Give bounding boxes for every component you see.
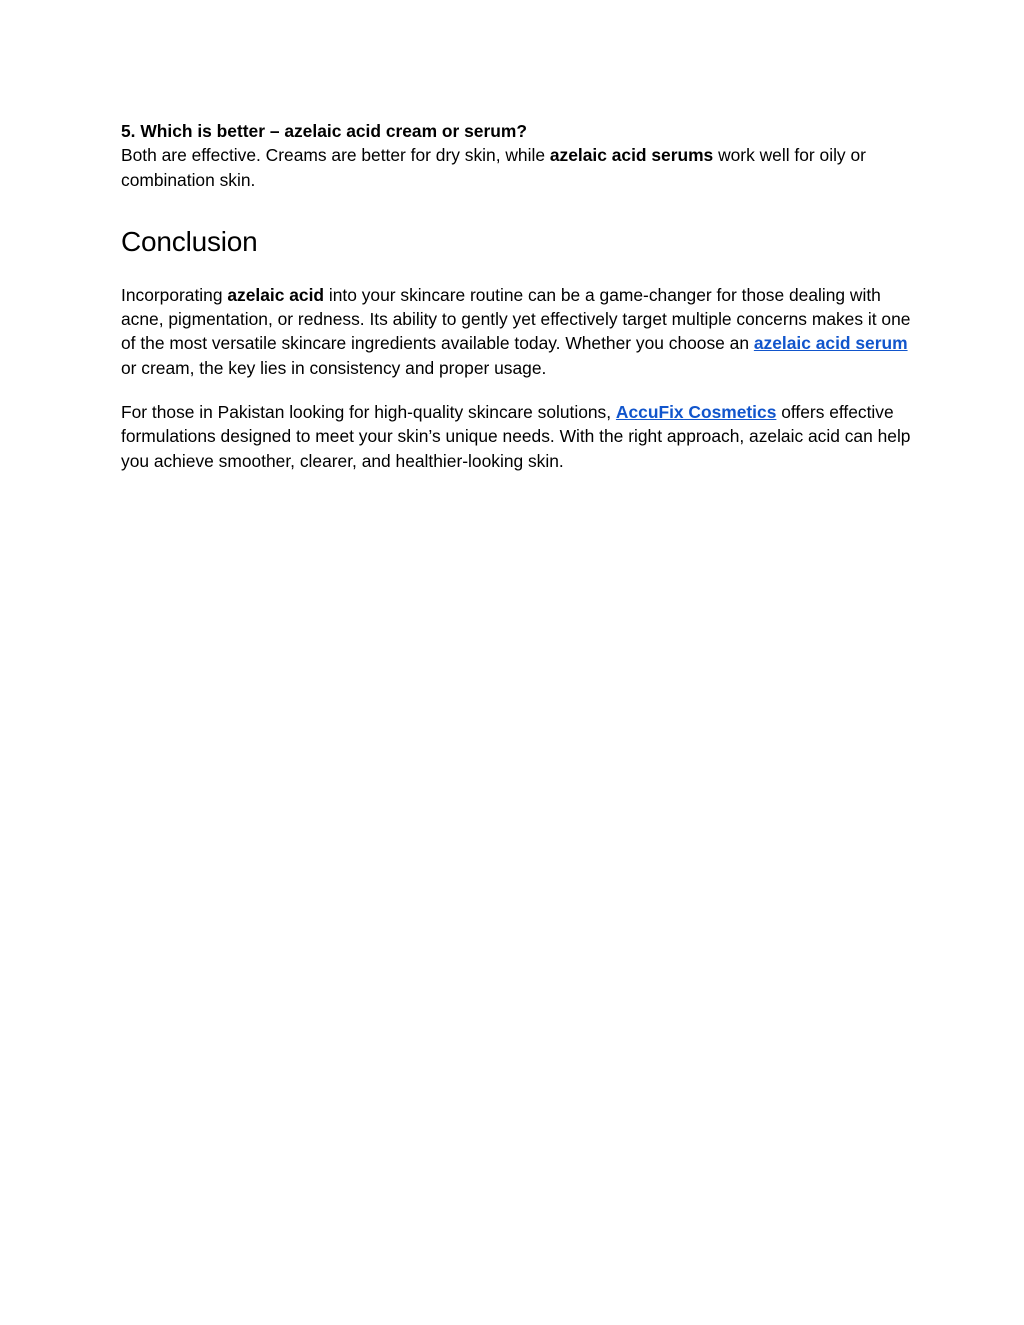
paragraph-text: into your skincare routine can be a game-changer for those dealing with acne, pigmentation, or redness. Its ability to gently yet effectively target multiple concerns makes it one of the most versatile skincare ingredients available today. Whether you choose an [121,284,911,354]
faq-answer-text-end: work well for oily or combination skin. [121,145,866,190]
paragraph-text: offers effective formulations designed to meet your skin’s unique needs. With the right approach, azelaic acid can help you achieve smoother, clearer, and healthier-looking skin. [121,402,911,471]
paragraph-text: For those in Pakistan looking for high-quality skincare solutions, [121,402,616,423]
paragraph-text: Incorporating [121,284,228,305]
conclusion-heading: Conclusion [121,225,258,257]
faq-answer-bold: azelaic acid serums [549,145,714,166]
conclusion-paragraph-2 [121,400,911,473]
faq-answer [121,143,911,192]
accufix-cosmetics-link[interactable]: AccuFix Cosmetics [615,402,777,423]
faq-item [121,119,911,192]
azelaic-acid-serum-link[interactable]: azelaic acid serum [753,333,908,354]
document-body [121,119,911,473]
paragraph-text: or cream, the key lies in consistency and proper usage. [121,357,547,378]
conclusion-paragraph-1 [121,283,911,380]
paragraph-bold: azelaic acid [227,284,325,305]
faq-question: 5. Which is better – azelaic acid cream or serum? [121,121,527,141]
faq-answer-text: Both are effective. Creams are better for dry skin, while [121,145,550,166]
